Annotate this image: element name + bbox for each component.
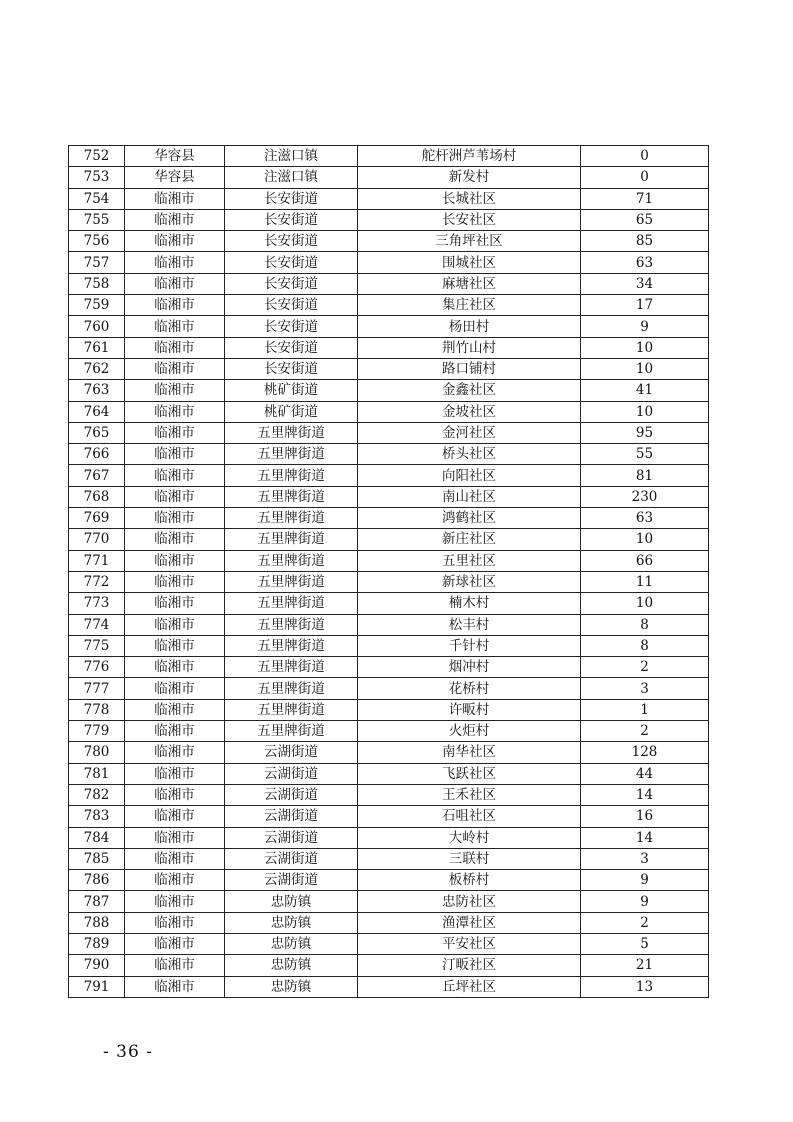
table-row: [69, 529, 709, 550]
row-number-cell: 776: [69, 657, 125, 678]
village-cell: 王禾社区: [358, 784, 581, 805]
row-number-cell: 788: [69, 912, 125, 933]
village-cell: 金河社区: [358, 422, 581, 443]
county-cell: 临湘市: [125, 550, 225, 571]
row-number-cell: 789: [69, 933, 125, 954]
village-cell: 板桥村: [358, 870, 581, 891]
town-cell: 长安街道: [225, 188, 358, 209]
table-row: [69, 380, 709, 401]
town-cell: 五里牌街道: [225, 550, 358, 571]
county-cell: 临湘市: [125, 444, 225, 465]
row-number-cell: 779: [69, 721, 125, 742]
county-cell: 临湘市: [125, 891, 225, 912]
county-cell: 临湘市: [125, 508, 225, 529]
table-row: [69, 167, 709, 188]
town-cell: 五里牌街道: [225, 593, 358, 614]
county-cell: 临湘市: [125, 593, 225, 614]
town-cell: 长安街道: [225, 316, 358, 337]
village-cell: 平安社区: [358, 933, 581, 954]
town-cell: 云湖街道: [225, 806, 358, 827]
village-cell: 忠防社区: [358, 891, 581, 912]
table-row: [69, 593, 709, 614]
count-cell: 66: [581, 550, 709, 571]
county-cell: 临湘市: [125, 678, 225, 699]
town-cell: 五里牌街道: [225, 635, 358, 656]
table-row: [69, 614, 709, 635]
table-row: [69, 444, 709, 465]
row-number-cell: 770: [69, 529, 125, 550]
table-row: [69, 337, 709, 358]
table-row: [69, 231, 709, 252]
data-table-container: [68, 145, 708, 998]
town-cell: 长安街道: [225, 337, 358, 358]
row-number-cell: 778: [69, 699, 125, 720]
row-number-cell: 758: [69, 273, 125, 294]
town-cell: 云湖街道: [225, 742, 358, 763]
row-number-cell: 774: [69, 614, 125, 635]
village-cell: 石咀社区: [358, 806, 581, 827]
village-cell: 三角坪社区: [358, 231, 581, 252]
village-cell: 火炬村: [358, 721, 581, 742]
village-cell: 南山社区: [358, 486, 581, 507]
town-cell: 注滋口镇: [225, 146, 358, 167]
town-cell: 五里牌街道: [225, 486, 358, 507]
table-row: [69, 891, 709, 912]
count-cell: 17: [581, 295, 709, 316]
row-number-cell: 786: [69, 870, 125, 891]
county-cell: 临湘市: [125, 252, 225, 273]
county-cell: 临湘市: [125, 529, 225, 550]
table-row: [69, 912, 709, 933]
count-cell: 230: [581, 486, 709, 507]
count-cell: 95: [581, 422, 709, 443]
row-number-cell: 791: [69, 976, 125, 997]
table-row: [69, 146, 709, 167]
town-cell: 五里牌街道: [225, 657, 358, 678]
table-row: [69, 486, 709, 507]
count-cell: 10: [581, 401, 709, 422]
village-cell: 汀畈社区: [358, 955, 581, 976]
county-cell: 临湘市: [125, 380, 225, 401]
count-cell: 44: [581, 763, 709, 784]
table-row: [69, 358, 709, 379]
town-cell: 桃矿街道: [225, 401, 358, 422]
table-row: [69, 188, 709, 209]
village-cell: 楠木村: [358, 593, 581, 614]
count-cell: 34: [581, 273, 709, 294]
town-cell: 忠防镇: [225, 912, 358, 933]
county-cell: 临湘市: [125, 699, 225, 720]
village-cell: 花桥村: [358, 678, 581, 699]
count-cell: 10: [581, 593, 709, 614]
count-cell: 9: [581, 891, 709, 912]
county-cell: 临湘市: [125, 571, 225, 592]
village-cell: 五里社区: [358, 550, 581, 571]
row-number-cell: 772: [69, 571, 125, 592]
county-cell: 临湘市: [125, 827, 225, 848]
row-number-cell: 775: [69, 635, 125, 656]
table-row: [69, 657, 709, 678]
row-number-cell: 777: [69, 678, 125, 699]
row-number-cell: 790: [69, 955, 125, 976]
county-cell: 临湘市: [125, 955, 225, 976]
table-row: [69, 933, 709, 954]
county-cell: 临湘市: [125, 870, 225, 891]
row-number-cell: 766: [69, 444, 125, 465]
village-cell: 长安社区: [358, 209, 581, 230]
row-number-cell: 787: [69, 891, 125, 912]
count-cell: 14: [581, 827, 709, 848]
row-number-cell: 783: [69, 806, 125, 827]
county-cell: 临湘市: [125, 848, 225, 869]
table-row: [69, 295, 709, 316]
village-cell: 集庄社区: [358, 295, 581, 316]
row-number-cell: 752: [69, 146, 125, 167]
village-cell: 松丰村: [358, 614, 581, 635]
count-cell: 55: [581, 444, 709, 465]
row-number-cell: 759: [69, 295, 125, 316]
village-cell: 烟冲村: [358, 657, 581, 678]
table-row: [69, 784, 709, 805]
village-cell: 丘坪社区: [358, 976, 581, 997]
village-cell: 新球社区: [358, 571, 581, 592]
town-cell: 云湖街道: [225, 848, 358, 869]
table-row: [69, 316, 709, 337]
row-number-cell: 782: [69, 784, 125, 805]
row-number-cell: 757: [69, 252, 125, 273]
table-row: [69, 508, 709, 529]
count-cell: 3: [581, 678, 709, 699]
county-cell: 临湘市: [125, 614, 225, 635]
county-cell: 临湘市: [125, 231, 225, 252]
row-number-cell: 768: [69, 486, 125, 507]
count-cell: 2: [581, 657, 709, 678]
count-cell: 2: [581, 721, 709, 742]
table-row: [69, 763, 709, 784]
row-number-cell: 784: [69, 827, 125, 848]
data-table: [68, 145, 709, 998]
county-cell: 临湘市: [125, 209, 225, 230]
town-cell: 忠防镇: [225, 955, 358, 976]
town-cell: 忠防镇: [225, 933, 358, 954]
county-cell: 临湘市: [125, 465, 225, 486]
count-cell: 5: [581, 933, 709, 954]
county-cell: 临湘市: [125, 742, 225, 763]
count-cell: 8: [581, 614, 709, 635]
town-cell: 忠防镇: [225, 976, 358, 997]
village-cell: 新发村: [358, 167, 581, 188]
table-row: [69, 571, 709, 592]
count-cell: 9: [581, 870, 709, 891]
village-cell: 南华社区: [358, 742, 581, 763]
county-cell: 临湘市: [125, 721, 225, 742]
town-cell: 长安街道: [225, 209, 358, 230]
town-cell: 五里牌街道: [225, 529, 358, 550]
count-cell: 14: [581, 784, 709, 805]
table-row: [69, 721, 709, 742]
county-cell: 华容县: [125, 146, 225, 167]
town-cell: 五里牌街道: [225, 508, 358, 529]
count-cell: 21: [581, 955, 709, 976]
row-number-cell: 756: [69, 231, 125, 252]
village-cell: 围城社区: [358, 252, 581, 273]
village-cell: 渔潭社区: [358, 912, 581, 933]
county-cell: 华容县: [125, 167, 225, 188]
table-row: [69, 401, 709, 422]
county-cell: 临湘市: [125, 337, 225, 358]
village-cell: 金鑫社区: [358, 380, 581, 401]
village-cell: 大岭村: [358, 827, 581, 848]
town-cell: 五里牌街道: [225, 422, 358, 443]
row-number-cell: 771: [69, 550, 125, 571]
count-cell: 63: [581, 508, 709, 529]
count-cell: 8: [581, 635, 709, 656]
table-row: [69, 273, 709, 294]
village-cell: 杨田村: [358, 316, 581, 337]
town-cell: 云湖街道: [225, 763, 358, 784]
county-cell: 临湘市: [125, 806, 225, 827]
county-cell: 临湘市: [125, 976, 225, 997]
town-cell: 长安街道: [225, 252, 358, 273]
row-number-cell: 781: [69, 763, 125, 784]
row-number-cell: 755: [69, 209, 125, 230]
village-cell: 鸿鹤社区: [358, 508, 581, 529]
count-cell: 0: [581, 167, 709, 188]
count-cell: 85: [581, 231, 709, 252]
count-cell: 2: [581, 912, 709, 933]
town-cell: 五里牌街道: [225, 444, 358, 465]
town-cell: 注滋口镇: [225, 167, 358, 188]
row-number-cell: 761: [69, 337, 125, 358]
town-cell: 五里牌街道: [225, 721, 358, 742]
town-cell: 五里牌街道: [225, 571, 358, 592]
village-cell: 舵杆洲芦苇场村: [358, 146, 581, 167]
town-cell: 云湖街道: [225, 784, 358, 805]
count-cell: 16: [581, 806, 709, 827]
village-cell: 桥头社区: [358, 444, 581, 465]
table-row: [69, 955, 709, 976]
table-row: [69, 465, 709, 486]
county-cell: 临湘市: [125, 401, 225, 422]
county-cell: 临湘市: [125, 358, 225, 379]
village-cell: 千针村: [358, 635, 581, 656]
county-cell: 临湘市: [125, 763, 225, 784]
town-cell: 五里牌街道: [225, 614, 358, 635]
row-number-cell: 763: [69, 380, 125, 401]
table-row: [69, 422, 709, 443]
town-cell: 长安街道: [225, 295, 358, 316]
town-cell: 忠防镇: [225, 891, 358, 912]
table-body: [69, 146, 709, 998]
count-cell: 63: [581, 252, 709, 273]
village-cell: 路口铺村: [358, 358, 581, 379]
county-cell: 临湘市: [125, 635, 225, 656]
town-cell: 长安街道: [225, 358, 358, 379]
village-cell: 许畈村: [358, 699, 581, 720]
row-number-cell: 769: [69, 508, 125, 529]
count-cell: 71: [581, 188, 709, 209]
town-cell: 桃矿街道: [225, 380, 358, 401]
town-cell: 长安街道: [225, 231, 358, 252]
table-row: [69, 550, 709, 571]
count-cell: 10: [581, 337, 709, 358]
row-number-cell: 754: [69, 188, 125, 209]
count-cell: 128: [581, 742, 709, 763]
village-cell: 长城社区: [358, 188, 581, 209]
county-cell: 临湘市: [125, 273, 225, 294]
row-number-cell: 785: [69, 848, 125, 869]
table-row: [69, 976, 709, 997]
row-number-cell: 764: [69, 401, 125, 422]
table-row: [69, 742, 709, 763]
row-number-cell: 767: [69, 465, 125, 486]
town-cell: 长安街道: [225, 273, 358, 294]
village-cell: 向阳社区: [358, 465, 581, 486]
row-number-cell: 753: [69, 167, 125, 188]
table-row: [69, 699, 709, 720]
village-cell: 飞跃社区: [358, 763, 581, 784]
county-cell: 临湘市: [125, 657, 225, 678]
row-number-cell: 780: [69, 742, 125, 763]
county-cell: 临湘市: [125, 188, 225, 209]
table-row: [69, 806, 709, 827]
count-cell: 11: [581, 571, 709, 592]
table-row: [69, 848, 709, 869]
row-number-cell: 765: [69, 422, 125, 443]
count-cell: 10: [581, 529, 709, 550]
village-cell: 麻塘社区: [358, 273, 581, 294]
count-cell: 0: [581, 146, 709, 167]
count-cell: 65: [581, 209, 709, 230]
count-cell: 3: [581, 848, 709, 869]
village-cell: 荆竹山村: [358, 337, 581, 358]
row-number-cell: 762: [69, 358, 125, 379]
table-row: [69, 827, 709, 848]
page-number: - 36 -: [103, 1042, 153, 1062]
county-cell: 临湘市: [125, 316, 225, 337]
table-row: [69, 678, 709, 699]
table-row: [69, 252, 709, 273]
county-cell: 临湘市: [125, 486, 225, 507]
table-row: [69, 870, 709, 891]
count-cell: 9: [581, 316, 709, 337]
table-row: [69, 209, 709, 230]
row-number-cell: 773: [69, 593, 125, 614]
town-cell: 云湖街道: [225, 870, 358, 891]
village-cell: 金坡社区: [358, 401, 581, 422]
count-cell: 1: [581, 699, 709, 720]
row-number-cell: 760: [69, 316, 125, 337]
count-cell: 10: [581, 358, 709, 379]
town-cell: 五里牌街道: [225, 699, 358, 720]
village-cell: 新庄社区: [358, 529, 581, 550]
count-cell: 41: [581, 380, 709, 401]
county-cell: 临湘市: [125, 912, 225, 933]
count-cell: 81: [581, 465, 709, 486]
county-cell: 临湘市: [125, 422, 225, 443]
county-cell: 临湘市: [125, 784, 225, 805]
table-row: [69, 635, 709, 656]
town-cell: 五里牌街道: [225, 465, 358, 486]
town-cell: 云湖街道: [225, 827, 358, 848]
town-cell: 五里牌街道: [225, 678, 358, 699]
count-cell: 13: [581, 976, 709, 997]
county-cell: 临湘市: [125, 295, 225, 316]
county-cell: 临湘市: [125, 933, 225, 954]
village-cell: 三联村: [358, 848, 581, 869]
